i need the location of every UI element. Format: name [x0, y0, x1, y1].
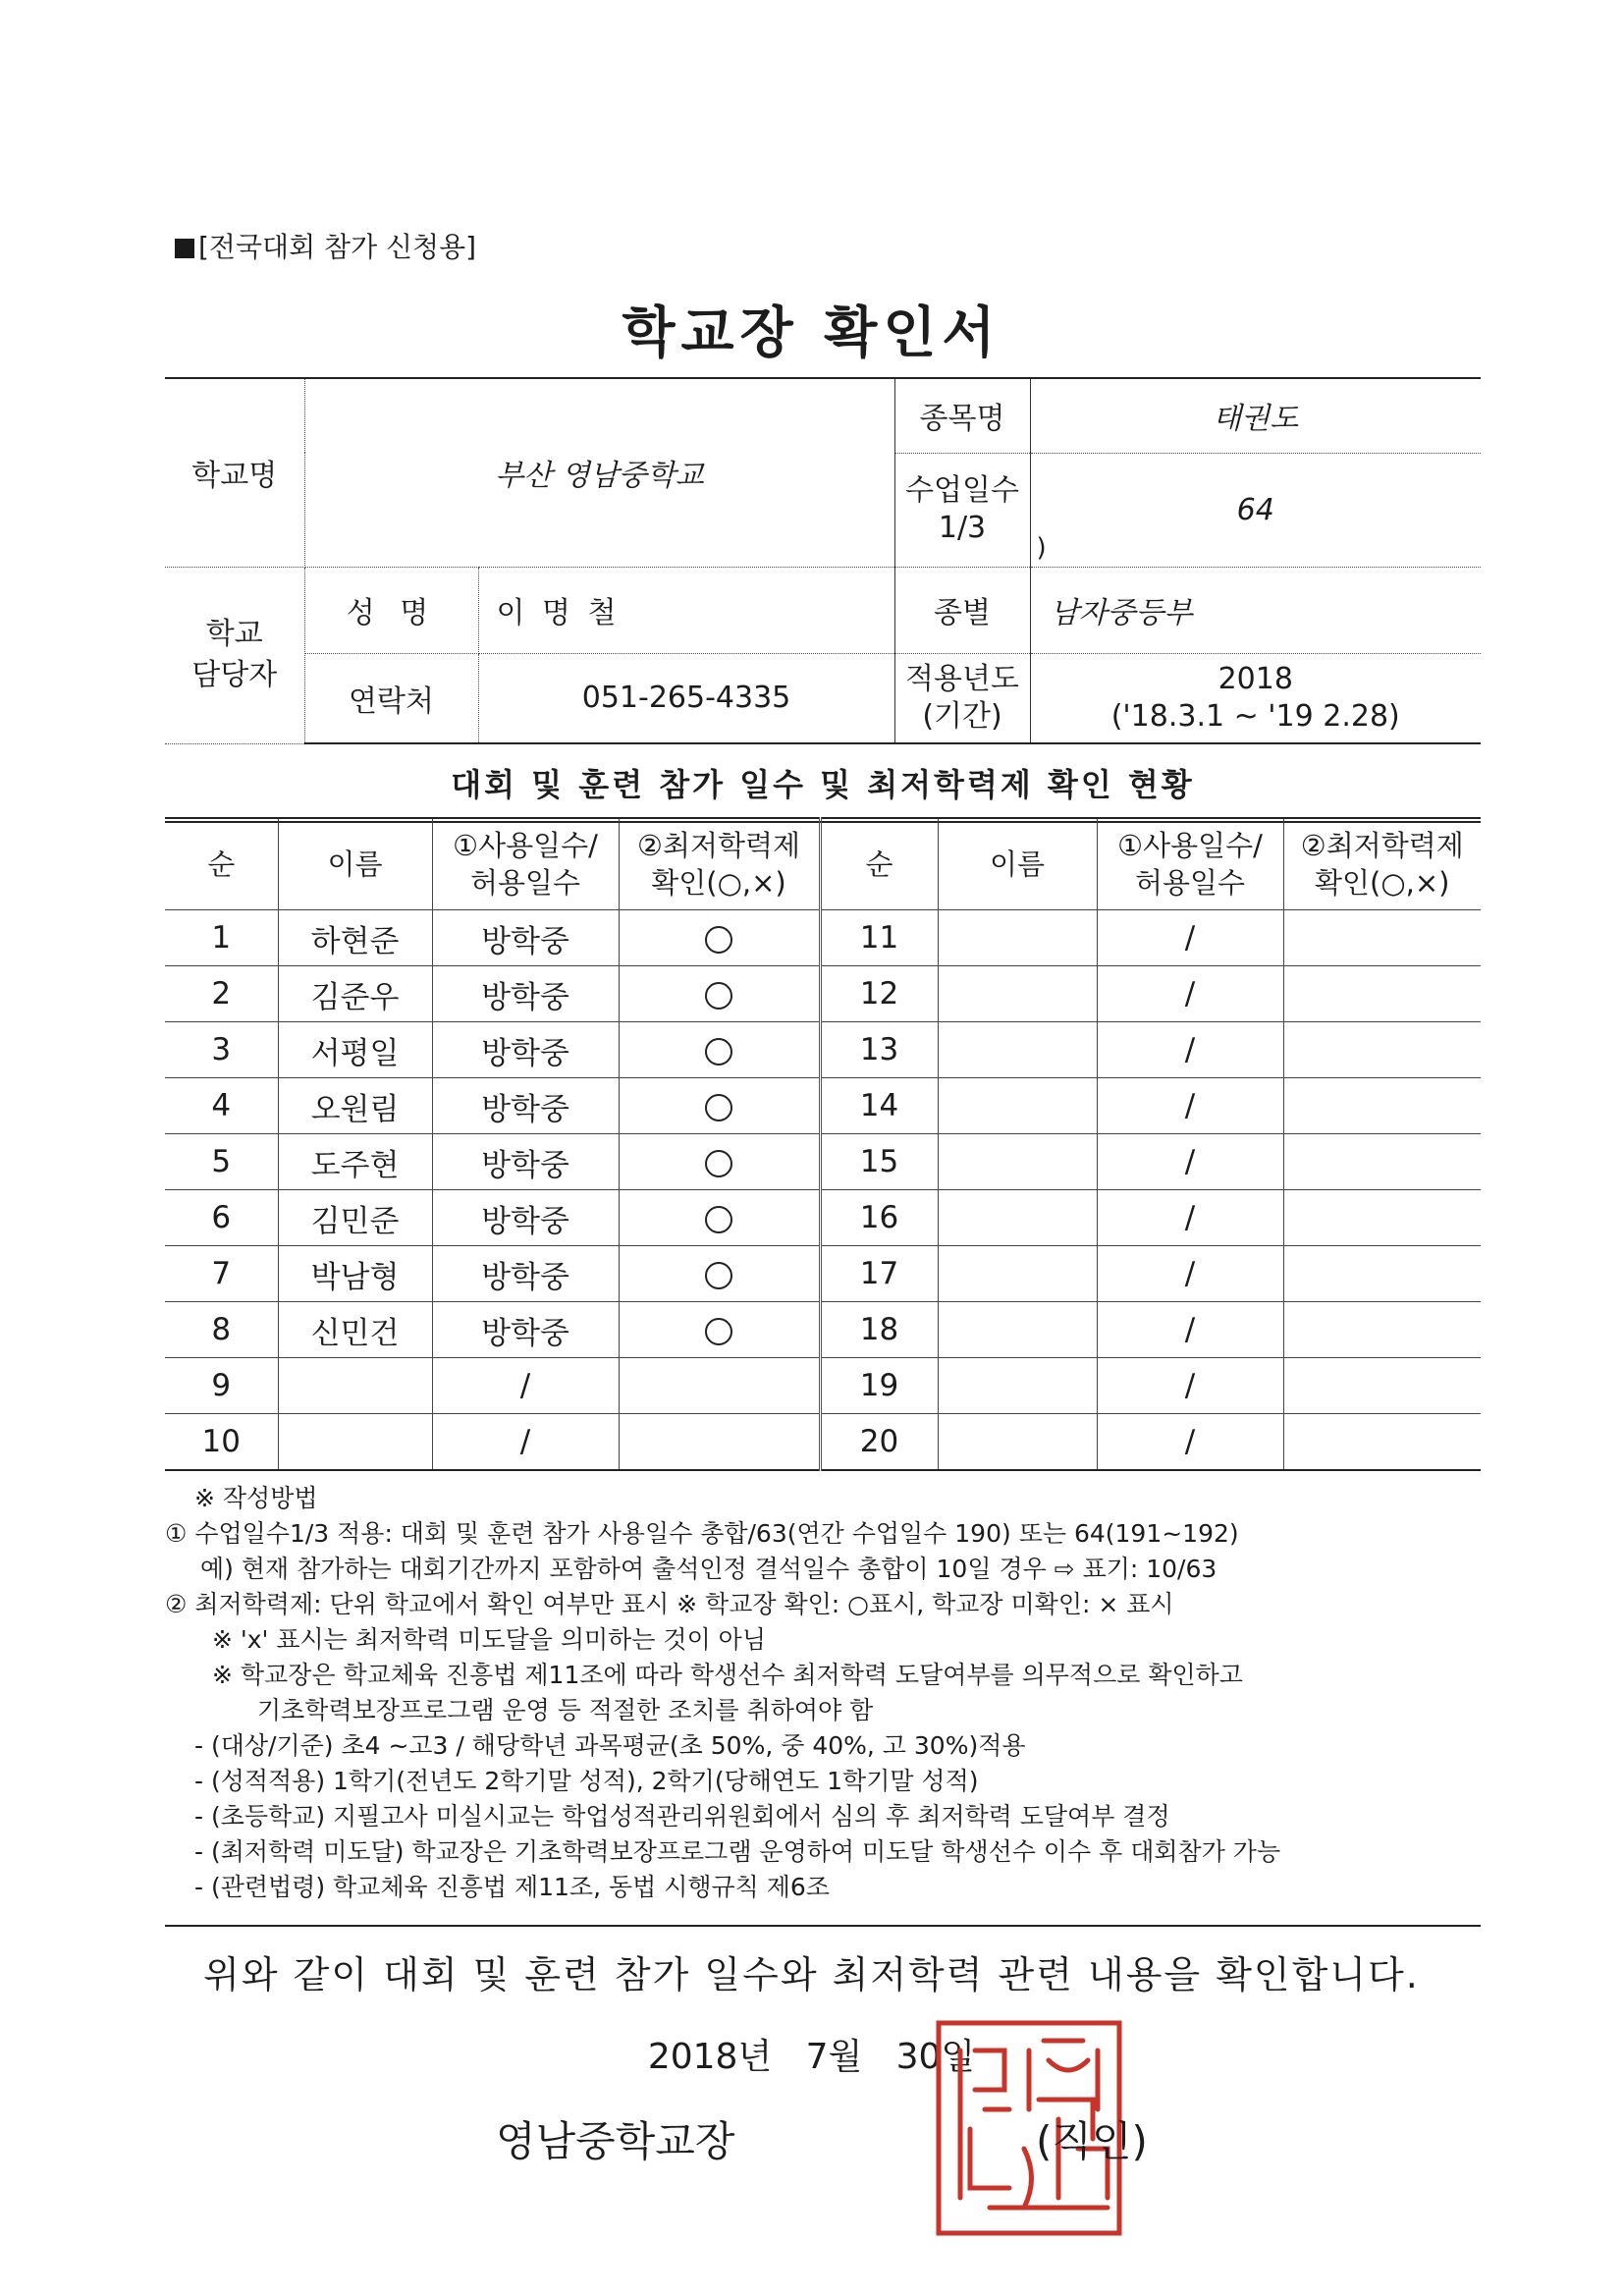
event-value: 태권도 — [1030, 378, 1481, 453]
days-used: / — [432, 1358, 619, 1414]
detail-2: - (성적적용) 1학기(전년도 2학기말 성적), 2학기(당해연도 1학기말 성적) — [194, 1767, 979, 1795]
achievement-check — [619, 1246, 820, 1302]
student-name — [938, 1246, 1097, 1302]
student-name: 김준우 — [278, 966, 432, 1022]
detail-1: - (대상/기준) 초4 ~고3 / 해당학년 과목평균(초 50%, 중 40%, 고 30%)적용 — [194, 1731, 1026, 1760]
student-name: 오원림 — [278, 1078, 432, 1134]
achievement-check — [1283, 910, 1481, 966]
circle-check-icon — [705, 1150, 732, 1177]
row-number: 12 — [820, 966, 938, 1022]
days-used: / — [1097, 966, 1283, 1022]
note-1: ① 수업일수1/3 적용: 대회 및 훈련 참가 사용일수 총합/63(연간 수업일수 190) 또는 64(191~192) — [165, 1519, 1239, 1548]
row-number: 14 — [820, 1078, 938, 1134]
table-row — [165, 1358, 1481, 1414]
detail-5: - (관련법령) 학교체육 진흥법 제11조, 동법 시행규칙 제6조 — [194, 1873, 830, 1901]
page-title: 학교장 확인서 — [622, 301, 1001, 365]
row-number: 11 — [820, 910, 938, 966]
square-bullet-icon — [175, 239, 194, 258]
header-no: 순 — [165, 818, 278, 910]
header-no: 순 — [820, 818, 938, 910]
student-name: 서평일 — [278, 1022, 432, 1078]
row-number: 2 — [165, 966, 278, 1022]
confirmation-text: 위와 같이 대회 및 훈련 참가 일수와 최저학력 관련 내용을 확인합니다. — [203, 1953, 1420, 1996]
row-number: 7 — [165, 1246, 278, 1302]
manager-label: 학교 담당자 — [165, 567, 304, 743]
days-used: 방학중 — [432, 1190, 619, 1246]
row-number: 19 — [820, 1358, 938, 1414]
school-label: 학교명 — [165, 378, 304, 567]
student-name: 도주현 — [278, 1134, 432, 1190]
note-2-b: ※ 학교장은 학교체육 진흥법 제11조에 따라 학생선수 최저학력 도달여부를 의무적으로 확인하고 — [212, 1661, 1243, 1689]
achievement-check — [619, 966, 820, 1022]
category-label: 종별 — [894, 567, 1030, 653]
table-row — [165, 966, 1481, 1022]
days-used: / — [432, 1414, 619, 1471]
achievement-check — [619, 1022, 820, 1078]
category-value: 남자중등부 — [1030, 567, 1481, 653]
event-label: 종목명 — [894, 378, 1030, 453]
achievement-check — [1283, 1246, 1481, 1302]
contact-value: 051-265-4335 — [478, 653, 894, 743]
student-name — [938, 966, 1097, 1022]
days-used: 방학중 — [432, 1022, 619, 1078]
principal-name: 영남중학교장 — [496, 2117, 735, 2165]
student-name: 박남형 — [278, 1246, 432, 1302]
row-number: 15 — [820, 1134, 938, 1190]
days-used: / — [1097, 1078, 1283, 1134]
achievement-check — [619, 1134, 820, 1190]
student-name — [938, 1302, 1097, 1358]
row-number: 17 — [820, 1246, 938, 1302]
student-name: 하현준 — [278, 910, 432, 966]
achievement-check — [619, 1414, 820, 1471]
days-used: 방학중 — [432, 1134, 619, 1190]
days-used: / — [1097, 1134, 1283, 1190]
note-1-example: 예) 현재 참가하는 대회기간까지 포함하여 출석인정 결석일수 총합이 10일 경우 ⇨ 표기: 10/63 — [200, 1555, 1217, 1583]
student-name — [938, 1190, 1097, 1246]
student-name — [938, 1022, 1097, 1078]
days-used: / — [1097, 1246, 1283, 1302]
header-name: 이름 — [938, 818, 1097, 910]
row-number: 4 — [165, 1078, 278, 1134]
header-days: ①사용일수/ 허용일수 — [1097, 818, 1283, 910]
roster-header-row — [165, 818, 1481, 910]
student-name — [278, 1414, 432, 1471]
year-label: 적용년도 (기간) — [894, 653, 1030, 743]
days-used: / — [1097, 910, 1283, 966]
row-number: 1 — [165, 910, 278, 966]
achievement-check — [1283, 1414, 1481, 1471]
header-check: ②최저학력제 확인(○,×) — [1283, 818, 1481, 910]
note-2-c: 기초학력보장프로그램 운영 등 적절한 조치를 취하여야 함 — [257, 1696, 874, 1724]
info-table — [165, 377, 1481, 823]
student-name: 김민준 — [278, 1190, 432, 1246]
class-days-label: 수업일수 1/3 — [894, 453, 1030, 567]
detail-3: - (초등학교) 지필고사 미실시교는 학업성적관리위원회에서 심의 후 최저학력 도달여부 결정 — [194, 1802, 1170, 1831]
row-number: 5 — [165, 1134, 278, 1190]
table-row — [165, 1022, 1481, 1078]
student-name — [938, 1134, 1097, 1190]
circle-check-icon — [705, 1262, 732, 1289]
student-name — [938, 910, 1097, 966]
days-used: / — [1097, 1190, 1283, 1246]
form-tag: [전국대회 참가 신청용] — [175, 226, 476, 265]
row-number: 18 — [820, 1302, 938, 1358]
name-value: 이 명 철 — [478, 567, 894, 653]
achievement-check — [619, 1358, 820, 1414]
table-row — [165, 1078, 1481, 1134]
instructions — [165, 1481, 1481, 1905]
days-used: / — [1097, 1414, 1283, 1471]
achievement-check — [1283, 1078, 1481, 1134]
achievement-check — [1283, 1358, 1481, 1414]
section-title: 대회 및 훈련 참가 일수 및 최저학력제 확인 현황 — [165, 743, 1481, 822]
circle-check-icon — [705, 1094, 732, 1121]
table-row — [165, 1414, 1481, 1471]
days-used: 방학중 — [432, 966, 619, 1022]
days-used: 방학중 — [432, 1246, 619, 1302]
achievement-check — [1283, 1134, 1481, 1190]
days-used: / — [1097, 1022, 1283, 1078]
student-name — [278, 1358, 432, 1414]
issue-date: 2018년 7월 30일 — [647, 2037, 976, 2077]
header-check: ②최저학력제 확인(○,×) — [619, 818, 820, 910]
note-2-a: ※ 'x' 표시는 최저학력 미도달을 의미하는 것이 아님 — [212, 1625, 766, 1654]
days-used: 방학중 — [432, 910, 619, 966]
year-value: 2018 ('18.3.1 ~ '19 2.28) — [1030, 653, 1481, 743]
class-days-value: 64 ) — [1030, 453, 1481, 567]
days-used: 방학중 — [432, 1078, 619, 1134]
circle-check-icon — [705, 926, 732, 954]
row-number: 3 — [165, 1022, 278, 1078]
school-value: 부산 영남중학교 — [304, 378, 894, 567]
student-name — [938, 1358, 1097, 1414]
row-number: 20 — [820, 1414, 938, 1471]
detail-4: - (최저학력 미도달) 학교장은 기초학력보장프로그램 운영하여 미도달 학생선수 이수 후 대회참가 가능 — [194, 1837, 1281, 1866]
table-row — [165, 1134, 1481, 1190]
achievement-check — [619, 1078, 820, 1134]
header-name: 이름 — [278, 818, 432, 910]
seal-label: (직인) — [1036, 2117, 1148, 2165]
student-name — [938, 1078, 1097, 1134]
table-row — [165, 910, 1481, 966]
days-used: / — [1097, 1358, 1283, 1414]
row-number: 10 — [165, 1414, 278, 1471]
notes-heading: ※ 작성방법 — [194, 1484, 318, 1512]
achievement-check — [619, 1190, 820, 1246]
achievement-check — [1283, 966, 1481, 1022]
circle-check-icon — [705, 1206, 732, 1233]
achievement-check — [619, 910, 820, 966]
table-row — [165, 1246, 1481, 1302]
circle-check-icon — [705, 1038, 732, 1066]
table-row — [165, 1190, 1481, 1246]
row-number: 9 — [165, 1358, 278, 1414]
circle-check-icon — [705, 1318, 732, 1345]
row-number: 13 — [820, 1022, 938, 1078]
row-number: 8 — [165, 1302, 278, 1358]
roster-table — [165, 817, 1481, 1471]
divider — [165, 1925, 1481, 1927]
achievement-check — [1283, 1302, 1481, 1358]
circle-check-icon — [705, 982, 732, 1010]
row-number: 16 — [820, 1190, 938, 1246]
student-name: 신민건 — [278, 1302, 432, 1358]
days-used: 방학중 — [432, 1302, 619, 1358]
note-2: ② 최저학력제: 단위 학교에서 확인 여부만 표시 ※ 학교장 확인: ○표시, 학교장 미확인: × 표시 — [165, 1590, 1174, 1618]
student-name — [938, 1414, 1097, 1471]
achievement-check — [619, 1302, 820, 1358]
name-label: 성 명 — [304, 567, 478, 653]
table-row — [165, 1302, 1481, 1358]
days-used: / — [1097, 1302, 1283, 1358]
contact-label: 연락처 — [304, 653, 478, 743]
achievement-check — [1283, 1190, 1481, 1246]
achievement-check — [1283, 1022, 1481, 1078]
header-days: ①사용일수/ 허용일수 — [432, 818, 619, 910]
row-number: 6 — [165, 1190, 278, 1246]
